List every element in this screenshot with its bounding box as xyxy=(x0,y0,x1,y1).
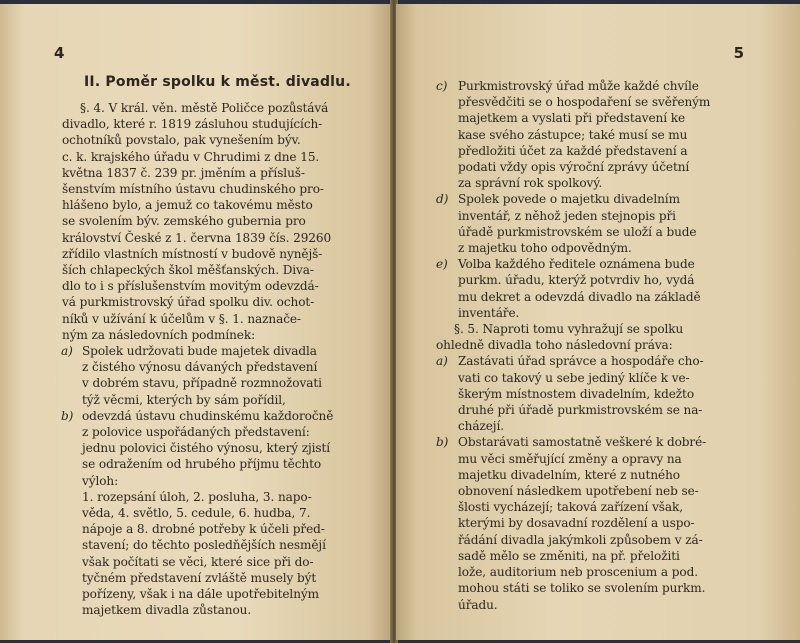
text-line: odevzdá ústavu chudinskému každoročně xyxy=(82,408,334,423)
text-line: z čistého výnosu dávaných představení xyxy=(82,360,318,375)
text-line: ným za následovních podmínek: xyxy=(62,327,256,342)
text-line: vá purkmistrovský úřad spolku div. ochot- xyxy=(62,295,315,310)
right-body xyxy=(436,78,780,613)
text-line: divadlo, které r. 1819 zásluhou studujících- xyxy=(62,117,323,132)
item-marker: d) xyxy=(436,192,449,207)
item-marker: a) xyxy=(436,354,448,369)
text-line: §. 5. Naproti tomu vyhražují se spolku xyxy=(454,322,684,337)
text-line: však počítati se věci, které sice při do- xyxy=(82,554,314,569)
text-line: z polovice uspořádaných představení: xyxy=(82,425,310,440)
text-line: škerým místnostem divadelním, kdežto xyxy=(458,386,694,401)
right-page xyxy=(396,4,800,640)
text-line: věda, 4. světlo, 5. cedule, 6. hudba, 7. xyxy=(82,506,311,521)
text-line: §. 4. V král. věn. městě Poličce pozůstává xyxy=(80,101,329,115)
text-line: jednu polovici čistého výnosu, který zjistí xyxy=(82,441,331,456)
list-item-c xyxy=(436,78,780,191)
text-line: mohou státi se toliko se svolením purkm. xyxy=(458,581,706,596)
text-line: května 1837 č. 239 pr. jměním a přísluš- xyxy=(62,165,305,180)
text-line: za správní rok spolkový. xyxy=(458,176,603,191)
text-line: Obstarávati samostatně veškeré k dobré- xyxy=(458,435,707,450)
text-line: majetkem a vyslati při představení ke xyxy=(458,111,686,126)
text-line: níků v užívání k účelům v §. 1. naznače- xyxy=(62,311,301,326)
text-line: druhé při úřadě purkmistrovském se na- xyxy=(458,403,703,418)
text-line: sadě mělo se změniti, na př. přeložiti xyxy=(458,548,680,563)
text-line: výloh: xyxy=(82,473,119,488)
text-line: mu věci směřující změny a opravy na xyxy=(458,451,682,466)
text-line: majetkem divadla zůstanou. xyxy=(82,603,252,618)
text-line: Spolek udržovati bude majetek divadla xyxy=(82,344,317,359)
text-line: přesvědčiti se o hospodaření se svěřeným xyxy=(458,95,711,110)
list-item-b2 xyxy=(436,434,780,612)
list-item-e xyxy=(436,256,780,321)
text-line: inventáře. xyxy=(458,305,520,320)
text-line: ochotníků povstalo, pak vynešením býv. xyxy=(62,133,301,148)
paragraph-4 xyxy=(62,100,364,343)
page-number-right: 5 xyxy=(733,44,744,62)
text-line: lože, auditorium neb proscenium a pod. xyxy=(458,565,698,580)
text-line: šlosti vycházejí; taková zařízení však, xyxy=(458,500,683,515)
text-line: předložiti účet za každé představení a xyxy=(458,143,688,158)
text-line: kase svého zástupce; také musí se mu xyxy=(458,127,688,142)
text-line: purkm. úřadu, kterýž potvrdiv ho, vydá xyxy=(458,273,695,288)
text-line: týž věcmi, kterých by sám pořídil, xyxy=(82,392,286,407)
left-body xyxy=(62,100,364,619)
text-line: cházejí. xyxy=(458,419,504,434)
text-line: zřídilo vlastních místností v budově nynějš- xyxy=(62,246,323,261)
text-line: řádání divadla jakýmkoli způsobem v zá- xyxy=(458,532,703,547)
text-line: ohledně divadla toho následovní práva: xyxy=(436,338,673,353)
text-line: majetku divadelním, které z nutného xyxy=(458,467,680,482)
text-line: pořízeny, však i na dále upotřebitelným xyxy=(82,587,319,602)
text-line: se svolením býv. zemského gubernia pro xyxy=(62,214,306,229)
text-line: inventář, z něhož jeden stejnopis při xyxy=(458,208,676,223)
list-item-d xyxy=(436,191,780,256)
text-line: hlášeno bylo, a jemuž co takovému město xyxy=(62,198,313,213)
item-marker: c) xyxy=(436,79,448,93)
text-line: úřadě purkmistrovském se uloží a bude xyxy=(458,224,697,239)
item-marker: b) xyxy=(436,435,449,450)
text-line: vati co takový u sebe jediný klíče k ve- xyxy=(458,370,690,385)
item-marker: a) xyxy=(61,344,73,359)
text-line: šenstvím místního ústavu chudinského pro- xyxy=(62,182,324,197)
text-line: podati vždy opis výroční zprávy účetní xyxy=(458,160,690,175)
text-line: Zastávati úřad správce a hospodáře cho- xyxy=(458,354,704,369)
text-line: tyčném představení zvláště musely být xyxy=(82,570,317,585)
text-line: Spolek povede o majetku divadelním xyxy=(458,192,680,207)
text-line: 1. rozepsání úloh, 2. posluha, 3. napo- xyxy=(82,489,312,504)
page-number-left: 4 xyxy=(54,44,65,62)
text-line: c. k. krajského úřadu v Chrudimi z dne 15. xyxy=(62,149,320,164)
text-line: stavení; do těchto posledňějších nesmějí xyxy=(82,538,326,553)
list-item-b xyxy=(62,408,364,619)
list-item-a xyxy=(62,343,364,408)
paragraph-5 xyxy=(436,321,780,353)
text-line: úřadu. xyxy=(458,597,498,612)
text-line: dlo to i s příslušenstvím movitým odevzdá- xyxy=(62,279,319,294)
text-line: v dobrém stavu, případně rozmnožovati xyxy=(82,376,322,391)
text-line: se odražením od hrubého příjmu těchto xyxy=(82,457,322,472)
text-line: Purkmistrovský úřad může každé chvíle xyxy=(458,79,699,93)
text-line: kterými by dosavadní rozdělení a uspo- xyxy=(458,516,695,531)
text-line: z majetku toho odpovědným. xyxy=(458,241,632,256)
text-line: nápoje a 8. drobné potřeby k účeli před- xyxy=(82,522,325,537)
list-item-a2 xyxy=(436,353,780,434)
text-line: království České z 1. června 1839 čís. 29260 xyxy=(62,230,332,245)
text-line: obnovení následkem upotřebení neb se- xyxy=(458,484,699,499)
text-line: mu dekret a odevzdá divadlo na základě xyxy=(458,289,701,304)
left-page xyxy=(0,4,392,640)
section-heading: II. Poměr spolku k měst. divadlu. xyxy=(84,74,351,90)
text-line: Volba každého ředitele oznámena bude xyxy=(458,257,695,272)
item-marker: b) xyxy=(61,408,74,423)
item-marker: e) xyxy=(436,257,448,272)
text-line: ších chlapeckých škol měšťanských. Diva- xyxy=(62,263,314,278)
